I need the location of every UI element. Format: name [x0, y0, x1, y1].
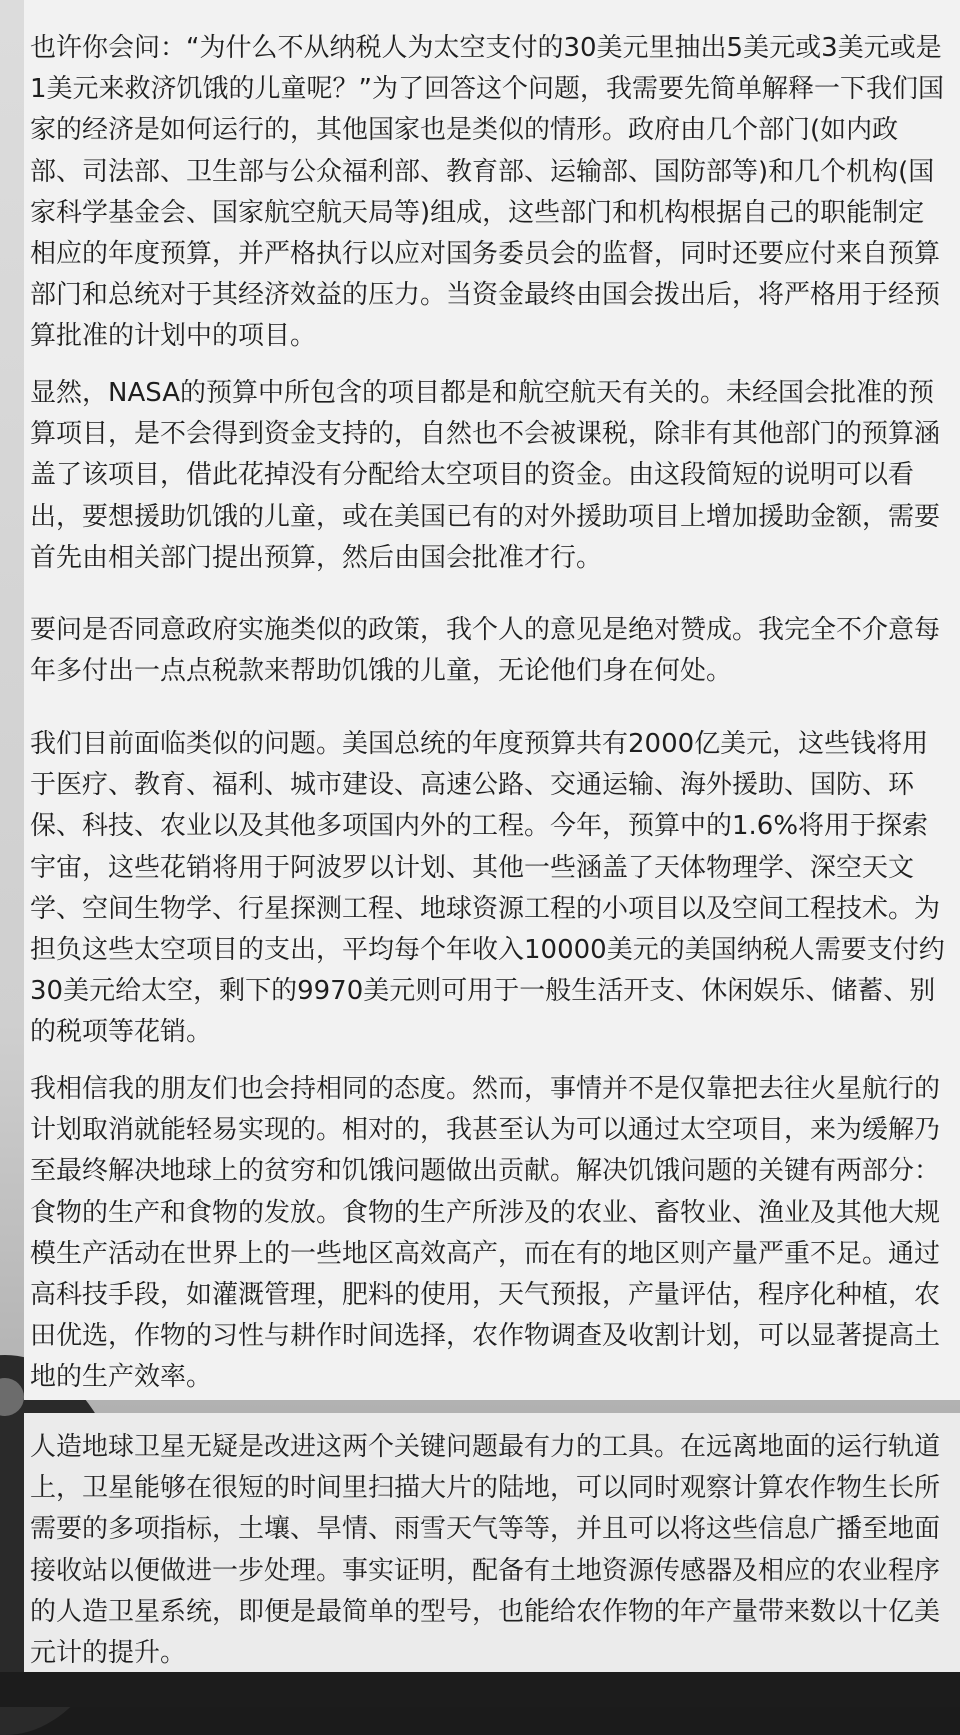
paragraph-6: 人造地球卫星无疑是改进这两个关键问题最有力的工具。在远离地面的运行轨道上，卫星能够在很短的时间里扫描大片的陆地，可以同时观察计算农作物生长所需要的多项指标，土壤、旱情、雨雪天气等等，并且可以将这些信息广播至地面接收站以便做进一步处理。事实证明，配备有土地资源传感器及相应的农业程序的人造卫星系统，即便是最简单的型号，也能给农作物的年产量带来数以十亿美元计的提升。	[30, 1432, 941, 1669]
paragraph-5: 我相信我的朋友们也会持相同的态度。然而，事情并不是仅靠把去往火星航行的计划取消就能轻易实现的。相对的，我甚至认为可以通过太空项目，来为缓解乃至最终解决地球上的贫穷和饥饿问题做出贡献。解决饥饿问题的关键有两部分：食物的生产和食物的发放。食物的生产所涉及的农业、畜牧业、渔业及其他大规模生产活动在世界上的一些地区高效高产，而在有的地区则产量严重不足。通过高科技手段，如灌溉管理，肥料的使用，天气预报，产量评估，程序化种植，农田优选，作物的习性与耕作时间选择，农作物调查及收割计划，可以显著提高土地的生产效率。	[30, 1074, 941, 1393]
paragraph-2: 显然，NASA的预算中所包含的项目都是和航空航天有关的。未经国会批准的预算项目，是不会得到资金支持的，自然也不会被课税，除非有其他部门的预算涵盖了该项目，借此花掉没有分配给太空项目的资金。由这段简短的说明可以看出，要想援助饥饿的儿童，或在美国已有的对外援助项目上增加援助金额，需要首先由相关部门提出预算，然后由国会批准才行。	[30, 378, 941, 573]
paragraph-3: 要问是否同意政府实施类似的政策，我个人的意见是绝对赞成。我完全不介意每年多付出一点点税款来帮助饥饿的儿童，无论他们身在何处。	[30, 615, 941, 687]
paragraph-4: 我们目前面临类似的问题。美国总统的年度预算共有2000亿美元，这些钱将用于医疗、教育、福利、城市建设、高速公路、交通运输、海外援助、国防、环保、科技、农业以及其他多项国内外的工程。今年，预算中的1.6%将用于探索宇宙，这些花销将用于阿波罗以计划、其他一些涵盖了天体物理学、深空天文学、空间生物学、行星探测工程、地球资源工程的小项目以及空间工程技术。为担负这些太空项目的支出，平均每个年收入10000美元的美国纳税人需要支付约30美元给太空，剩下的9970美元则可用于一般生活开支、休闲娱乐、储蓄、别的税项等花销。	[30, 729, 945, 1048]
article-text-block-main	[24, 0, 960, 1400]
article-text-block-secondary	[24, 1413, 960, 1672]
paragraph-1: 也许你会问：“为什么不从纳税人为太空支付的30美元里抽出5美元或3美元或是1美元来救济饥饿的儿童呢？”为了回答这个问题，我需要先简单解释一下我们国家的经济是如何运行的，其他国家也是类似的情形。政府由几个部门(如内政部、司法部、卫生部与公众福利部、教育部、运输部、国防部等)和几个机构(国家科学基金会、国家航空航天局等)组成，这些部门和机构根据自己的职能制定相应的年度预算，并严格执行以应对国务委员会的监督，同时还要应付来自预算部门和总统对于其经济效益的压力。当资金最终由国会拨出后，将严格用于经预算批准的计划中的项目。	[30, 33, 945, 352]
bottom-dark-band	[0, 1672, 960, 1707]
